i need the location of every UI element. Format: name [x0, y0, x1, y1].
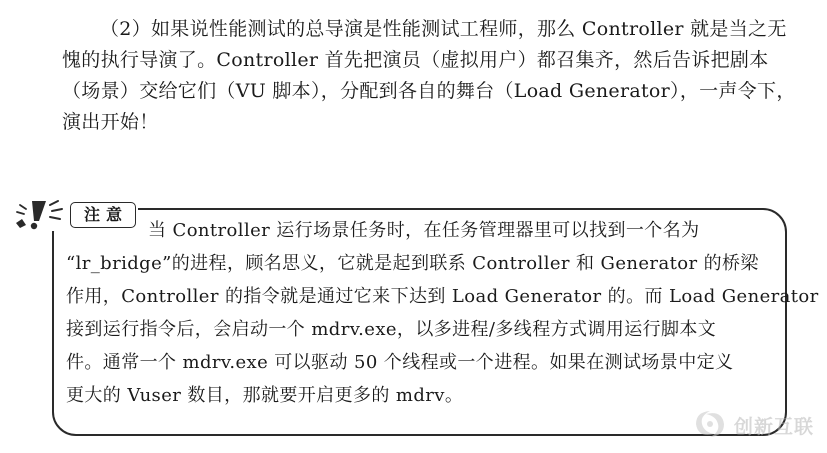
note-line-3: 作用，Controller 的指令就是通过它来下达到 Load Generator 的。而 Load Generator	[66, 286, 819, 307]
note-text	[66, 214, 819, 412]
note-line-6: 更大的 Vuser 数目，那就要开启更多的 mdrv。	[66, 385, 464, 406]
paragraph-line-1: （2）如果说性能测试的总导演是性能测试工程师，那么 Controller 就是当之无	[100, 18, 787, 40]
exclamation-hand-icon	[12, 199, 72, 231]
note-line-2: “lr_bridge”的进程，顾名思义，它就是起到联系 Controller 和 Generator 的桥梁	[66, 253, 759, 274]
paragraph-line-3: （场景）交给它们（VU 脚本），分配到各自的舞台（Load Generator），一声令下，	[62, 80, 796, 102]
watermark	[690, 404, 822, 444]
main-paragraph	[62, 14, 796, 138]
note-line-4: 接到运行指令后，会启动一个 mdrv.exe，以多进程/多线程方式调用运行脚本文	[66, 319, 717, 340]
chuangxin-hulian-logo	[690, 406, 730, 442]
note-line-1: 当 Controller 运行场景任务时，在任务管理器里可以找到一个名为	[148, 220, 700, 241]
note-line-5: 件。通常一个 mdrv.exe 可以驱动 50 个线程或一个进程。如果在测试场景中定义	[66, 352, 734, 373]
paragraph-line-2: 愧的执行导演了。Controller 首先把演员（虚拟用户）都召集齐，然后告诉把剧本	[62, 49, 769, 71]
watermark-text: 创新互联	[734, 416, 815, 438]
paragraph-line-4: 演出开始！	[62, 111, 159, 133]
note-label: 注意	[70, 202, 136, 228]
